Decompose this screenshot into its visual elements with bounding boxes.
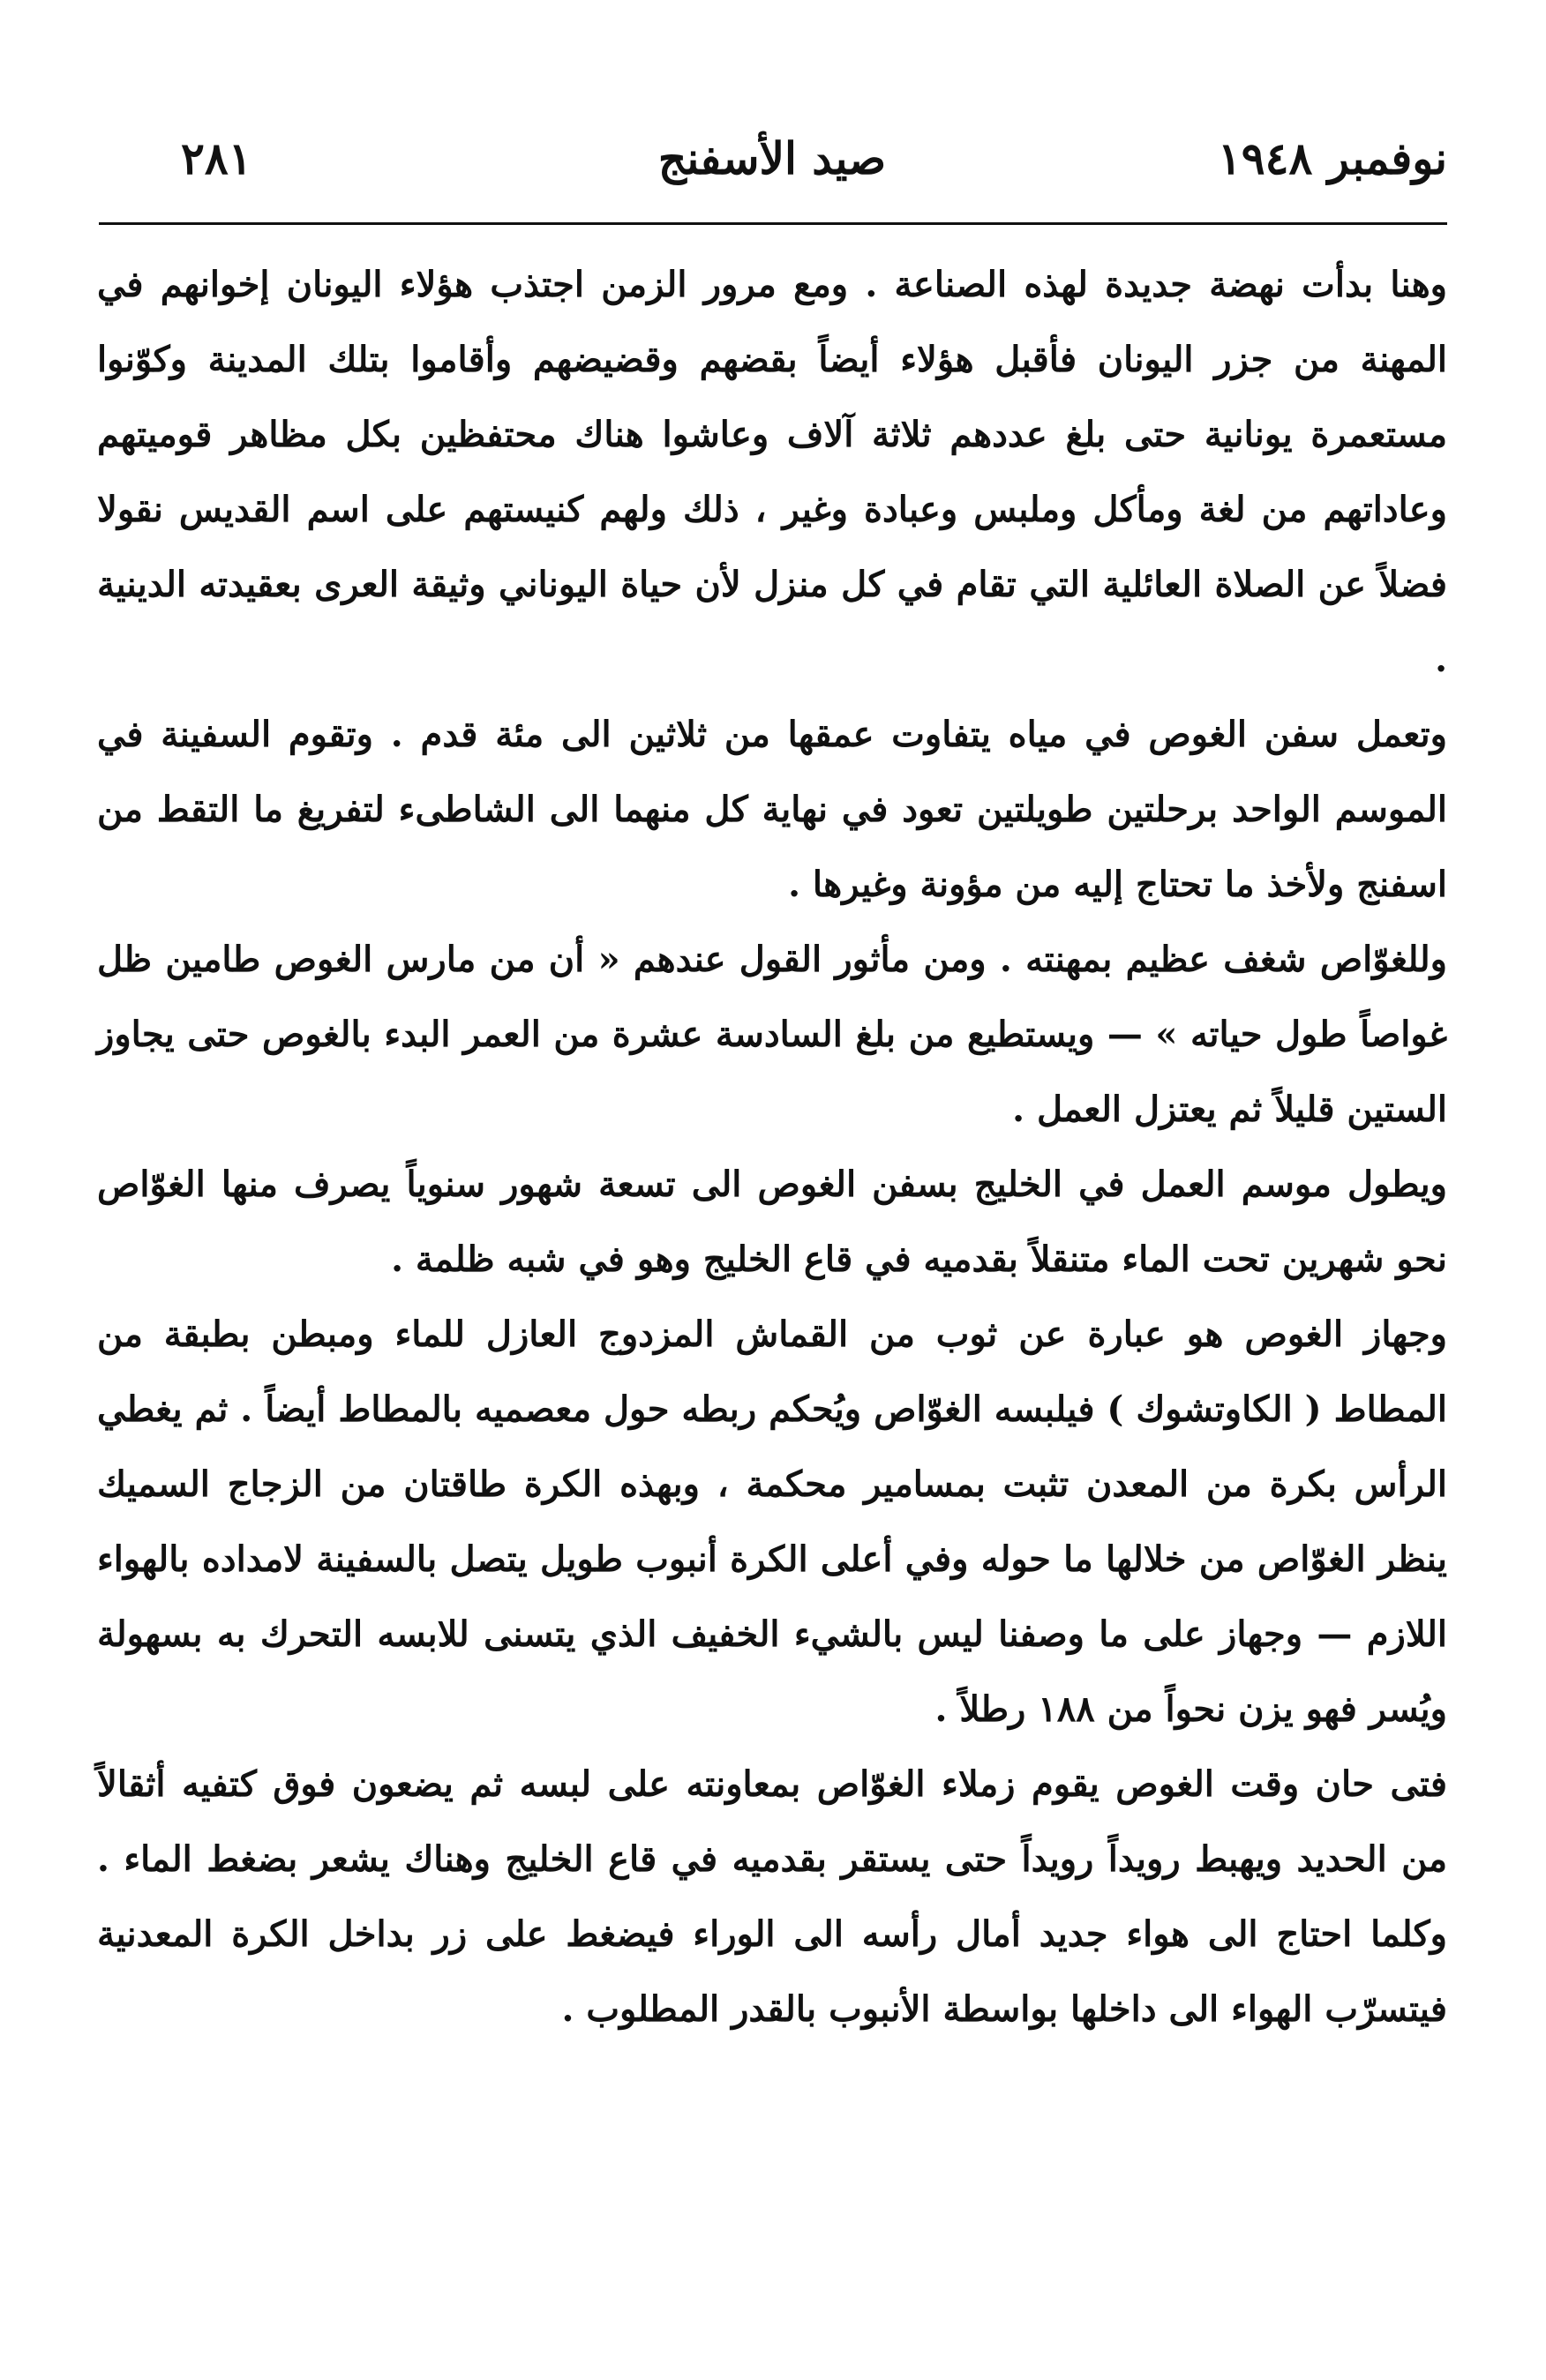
- article-body: [97, 247, 1447, 2047]
- running-head: [97, 123, 1447, 194]
- paragraph-4: ويطول موسم العمل في الخليج بسفن الغوص الى تسعة شهور سنوياً يصرف منها الغوّاص نحو شهرين تحت الماء متنقلاً بقدميه في قاع الخليج وهو في شبه ظلمة .: [97, 1164, 1447, 1280]
- header-divider: [99, 222, 1447, 225]
- page-number: ٢٨١: [181, 132, 252, 184]
- paragraph-1: وهنا بدأت نهضة جديدة لهذه الصناعة . ومع مرور الزمن اجتذب هؤلاء اليونان إخوانهم في المهنة من جزر اليونان فأقبل هؤلاء أيضاً بقضهم وقضيضهم وأقاموا بتلك المدينة وكوّنوا مستعمرة يونانية حتى بلغ عددهم ثلاثة آلاف وعاشوا هناك محتفظين بكل مظاهر قوميتهم وعاداتهم من لغة ومأكل وملبس وعبادة وغير ، ذلك ولهم كنيستهم على اسم القديس نقولا فضلاً عن الصلاة العائلية التي تقام في كل منزل لأن حياة اليوناني وثيقة العرى بعقيدته الدينية .: [97, 264, 1447, 680]
- paragraph-5: وجهاز الغوص هو عبارة عن ثوب من القماش المزدوج العازل للماء ومبطن بطبقة من المطاط ( الكاوتشوك ) فيلبسه الغوّاص ويُحكم ربطه حول معصميه بالمطاط أيضاً . ثم يغطي الرأس بكرة من المعدن تثبت بمسامير محكمة ، وبهذه الكرة طاقتان من الزجاج السميك ينظر الغوّاص من خلالها ما حوله وفي أعلى الكرة أنبوب طويل يتصل بالسفينة لامداده بالهواء اللازم — وجهاز على ما وصفنا ليس بالشيء الخفيف الذي يتسنى للابسه التحرك به بسهولة ويُسر فهو يزن نحواً من ١٨٨ رطلاً .: [97, 1313, 1448, 1730]
- paragraph-6: فتى حان وقت الغوص يقوم زملاء الغوّاص بمعاونته على لبسه ثم يضعون فوق كتفيه أثقالاً من الحديد ويهبط رويداً رويداً حتى يستقر بقدميه في قاع الخليج وهناك يشعر بضغط الماء . وكلما احتاج الى هواء جديد أمال رأسه الى الوراء فيضغط على زر بداخل الكرة المعدنية فيتسرّب الهواء الى داخلها بواسطة الأنبوب بالقدر المطلوب .: [97, 1763, 1447, 2030]
- paragraph-2: وتعمل سفن الغوص في مياه يتفاوت عمقها من ثلاثين الى مئة قدم . وتقوم السفينة في الموسم الواحد برحلتين طويلتين تعود في نهاية كل منهما الى الشاطىء لتفريغ ما التقط من اسفنج ولأخذ ما تحتاج إليه من مؤونة وغيرها .: [97, 714, 1448, 905]
- paragraph-3: وللغوّاص شغف عظيم بمهنته . ومن مأثور القول عندهم « أن من مارس الغوص طامين ظل غواصاً طول حياته » — ويستطيع من بلغ السادسة عشرة من العمر البدء بالغوص حتى يجاوز الستين قليلاً ثم يعتزل العمل .: [97, 939, 1447, 1130]
- header-date: نوفمبر ١٩٤٨: [1217, 132, 1447, 184]
- header-title: صيد الأسفنج: [657, 132, 887, 184]
